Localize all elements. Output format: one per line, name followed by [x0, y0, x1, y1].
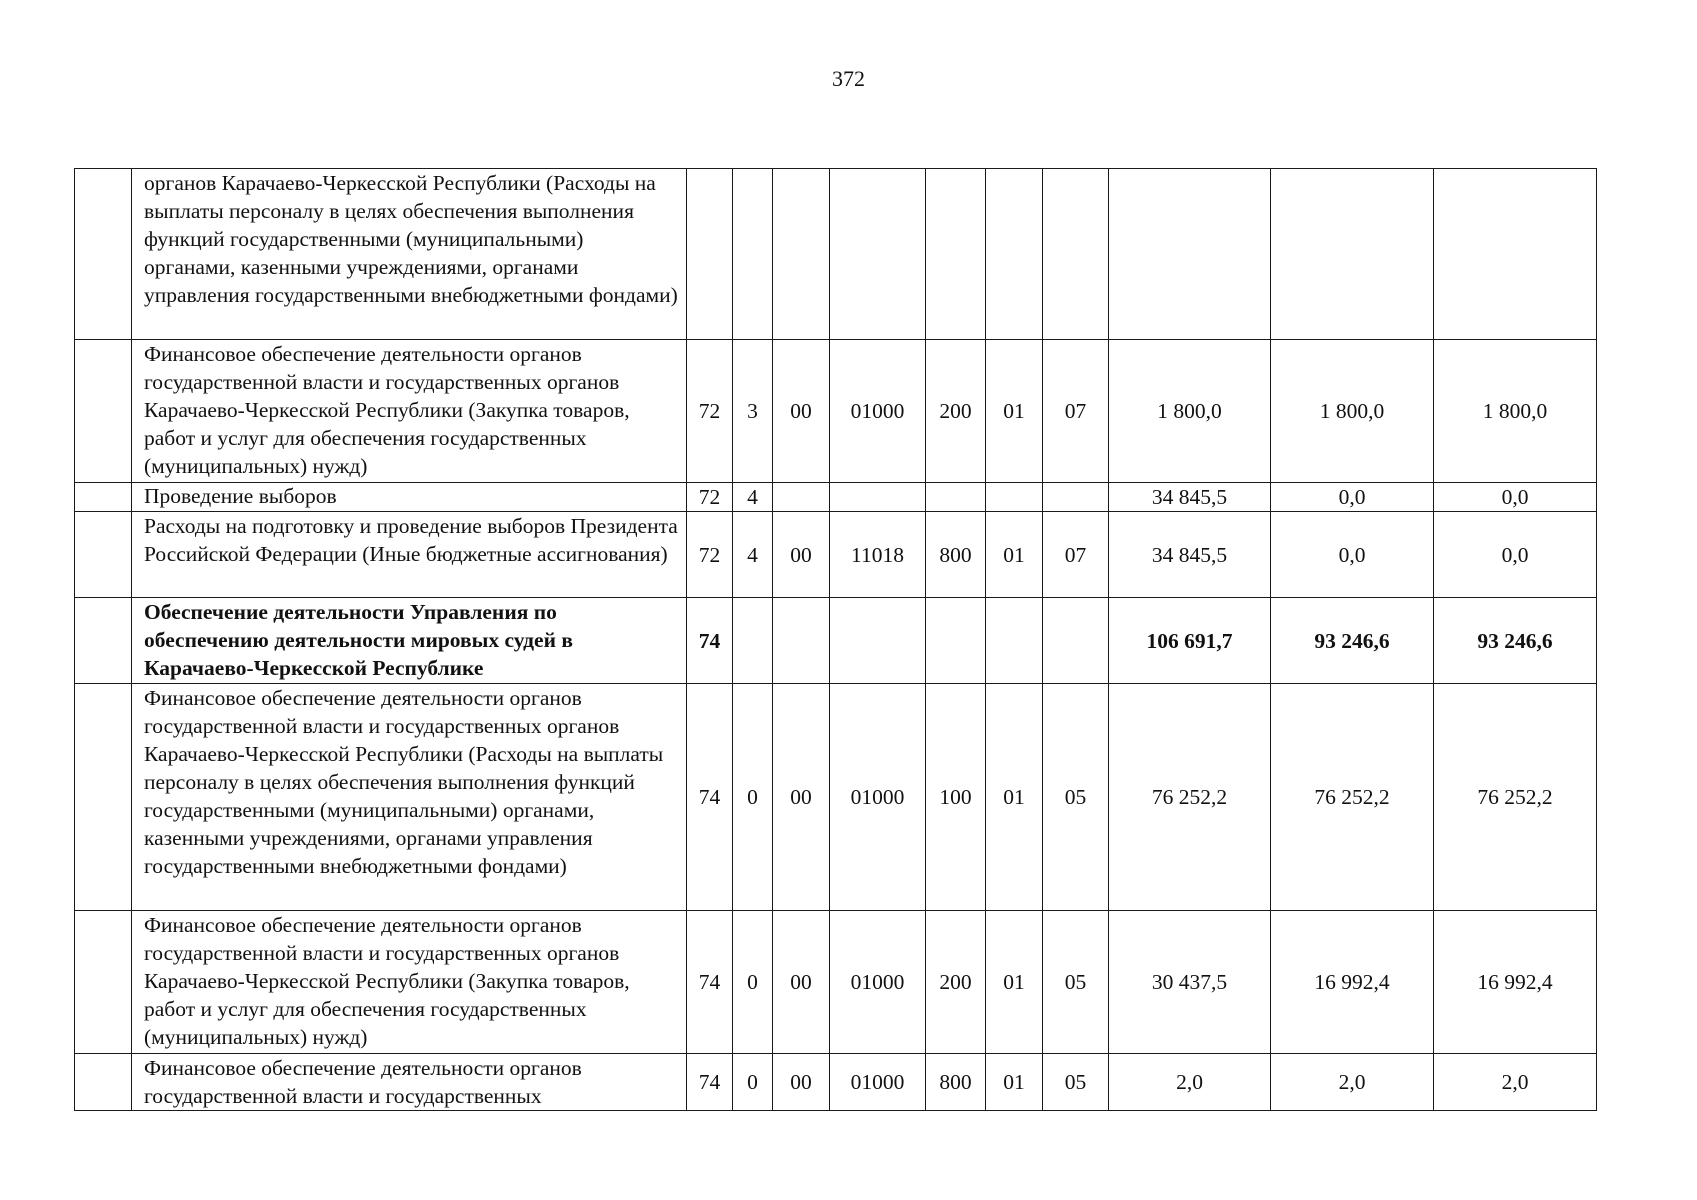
code-cell: 800	[926, 1054, 986, 1111]
amount-cell: 1 800,0	[1109, 340, 1271, 483]
amount-cell: 76 252,2	[1109, 684, 1271, 911]
description-cell: Обеспечение деятельности Управления по обеспечению деятельности мировых судей в Карачаево-Черкесской Республике	[132, 598, 687, 684]
table-row	[75, 598, 1597, 684]
code-cell: 74	[687, 911, 733, 1054]
code-cell: 100	[926, 684, 986, 911]
description-cell: Расходы на подготовку и проведение выборов Президента Российской Федерации (Иные бюджетные ассигнования)	[132, 512, 687, 598]
code-cell	[830, 483, 926, 512]
code-cell: 72	[687, 483, 733, 512]
row-number-cell	[75, 684, 132, 911]
code-cell	[733, 598, 773, 684]
amount-cell: 16 992,4	[1271, 911, 1434, 1054]
row-number-cell	[75, 483, 132, 512]
code-cell	[986, 598, 1043, 684]
code-cell	[926, 169, 986, 340]
code-cell: 01	[986, 512, 1043, 598]
code-cell: 05	[1043, 684, 1109, 911]
code-cell: 01000	[830, 340, 926, 483]
code-cell: 74	[687, 598, 733, 684]
amount-cell: 34 845,5	[1109, 483, 1271, 512]
row-number-cell	[75, 512, 132, 598]
code-cell: 01000	[830, 911, 926, 1054]
page-number: 372	[832, 66, 865, 91]
code-cell: 74	[687, 1054, 733, 1111]
code-cell: 07	[1043, 512, 1109, 598]
description-cell: Финансовое обеспечение деятельности органов государственной власти и государственных органов Карачаево-Черкесской Республики (Закупка товаров, работ и услуг для обеспечения государственных (муниципальных) нужд)	[132, 340, 687, 483]
code-cell: 01000	[830, 684, 926, 911]
amount-cell	[1434, 169, 1597, 340]
code-cell	[773, 483, 830, 512]
code-cell	[1043, 169, 1109, 340]
code-cell	[830, 169, 926, 340]
table-row	[75, 911, 1597, 1054]
table-row	[75, 512, 1597, 598]
row-number-cell	[75, 1054, 132, 1111]
code-cell: 05	[1043, 911, 1109, 1054]
code-cell: 00	[773, 340, 830, 483]
code-cell	[733, 169, 773, 340]
code-cell	[1043, 483, 1109, 512]
code-cell	[830, 598, 926, 684]
code-cell	[926, 598, 986, 684]
code-cell: 01	[986, 1054, 1043, 1111]
table-row	[75, 169, 1597, 340]
budget-table	[74, 168, 1597, 1111]
description-cell: Финансовое обеспечение деятельности органов государственной власти и государственных	[132, 1054, 687, 1111]
code-cell: 72	[687, 340, 733, 483]
description-cell: Финансовое обеспечение деятельности органов государственной власти и государственных органов Карачаево-Черкесской Республики (Закупка товаров, работ и услуг для обеспечения государственных (муниципальных) нужд)	[132, 911, 687, 1054]
code-cell: 3	[733, 340, 773, 483]
table-row	[75, 483, 1597, 512]
table-row	[75, 684, 1597, 911]
code-cell	[687, 169, 733, 340]
code-cell	[986, 483, 1043, 512]
code-cell: 00	[773, 1054, 830, 1111]
code-cell: 01	[986, 340, 1043, 483]
code-cell: 11018	[830, 512, 926, 598]
row-number-cell	[75, 598, 132, 684]
code-cell: 74	[687, 684, 733, 911]
code-cell: 800	[926, 512, 986, 598]
row-number-cell	[75, 340, 132, 483]
code-cell: 00	[773, 684, 830, 911]
amount-cell: 0,0	[1434, 483, 1597, 512]
amount-cell: 0,0	[1271, 483, 1434, 512]
amount-cell	[1271, 169, 1434, 340]
amount-cell: 1 800,0	[1434, 340, 1597, 483]
amount-cell: 93 246,6	[1434, 598, 1597, 684]
description-cell: Финансовое обеспечение деятельности органов государственной власти и государственных органов Карачаево-Черкесской Республики (Расходы на выплаты персоналу в целях обеспечения выполнения функций государственными (муниципальными) органами, казенными учреждениями, органами управления государственными внебюджетными фондами)	[132, 684, 687, 911]
amount-cell: 30 437,5	[1109, 911, 1271, 1054]
amount-cell: 76 252,2	[1434, 684, 1597, 911]
table-row	[75, 1054, 1597, 1111]
code-cell: 01	[986, 911, 1043, 1054]
code-cell: 200	[926, 340, 986, 483]
code-cell: 0	[733, 911, 773, 1054]
code-cell: 4	[733, 512, 773, 598]
code-cell: 200	[926, 911, 986, 1054]
code-cell: 0	[733, 684, 773, 911]
code-cell: 72	[687, 512, 733, 598]
row-number-cell	[75, 911, 132, 1054]
code-cell	[773, 598, 830, 684]
amount-cell: 93 246,6	[1271, 598, 1434, 684]
amount-cell	[1109, 169, 1271, 340]
code-cell	[1043, 598, 1109, 684]
amount-cell: 2,0	[1434, 1054, 1597, 1111]
amount-cell: 0,0	[1434, 512, 1597, 598]
code-cell	[926, 483, 986, 512]
description-cell: органов Карачаево-Черкесской Республики (Расходы на выплаты персоналу в целях обеспечения выполнения функций государственными (муниципальными) органами, казенными учреждениями, органами управления государственными внебюджетными фондами)	[132, 169, 687, 340]
amount-cell: 106 691,7	[1109, 598, 1271, 684]
code-cell: 4	[733, 483, 773, 512]
code-cell: 00	[773, 512, 830, 598]
code-cell: 01	[986, 684, 1043, 911]
amount-cell: 2,0	[1271, 1054, 1434, 1111]
code-cell: 05	[1043, 1054, 1109, 1111]
amount-cell: 34 845,5	[1109, 512, 1271, 598]
table-row	[75, 340, 1597, 483]
amount-cell: 0,0	[1271, 512, 1434, 598]
code-cell	[986, 169, 1043, 340]
row-number-cell	[75, 169, 132, 340]
description-cell: Проведение выборов	[132, 483, 687, 512]
code-cell: 00	[773, 911, 830, 1054]
code-cell	[773, 169, 830, 340]
code-cell: 0	[733, 1054, 773, 1111]
code-cell: 07	[1043, 340, 1109, 483]
amount-cell: 76 252,2	[1271, 684, 1434, 911]
code-cell: 01000	[830, 1054, 926, 1111]
amount-cell: 1 800,0	[1271, 340, 1434, 483]
amount-cell: 2,0	[1109, 1054, 1271, 1111]
amount-cell: 16 992,4	[1434, 911, 1597, 1054]
